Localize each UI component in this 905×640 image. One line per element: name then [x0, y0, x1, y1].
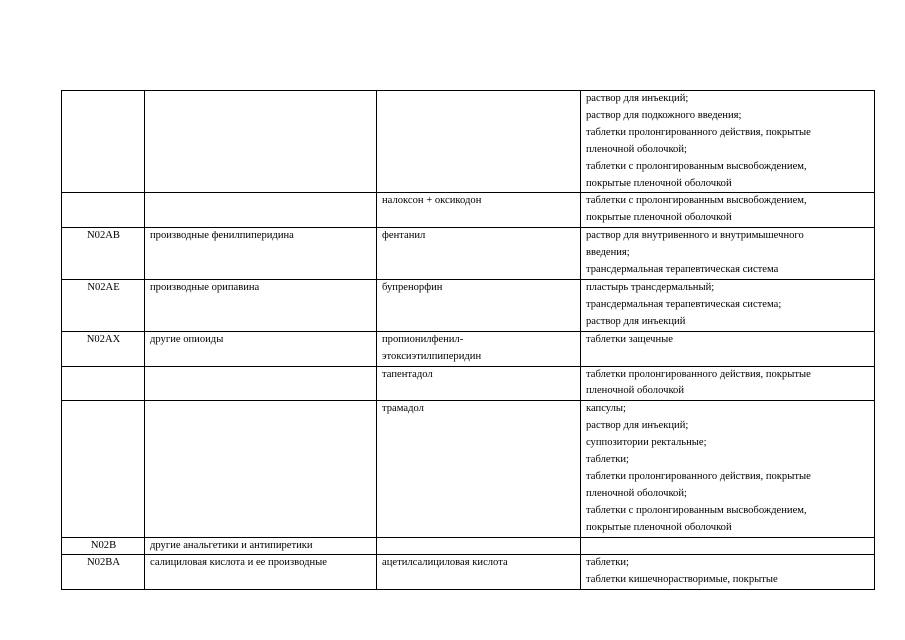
atc-code-cell: N02AE: [62, 279, 145, 331]
drug-name-cell: [377, 401, 581, 537]
drug-name-cell: [377, 331, 581, 366]
dosage-form-line: введения;: [586, 247, 630, 259]
table-row: [62, 228, 875, 280]
dosage-form-line: трансдермальная терапевтическая система;: [586, 298, 782, 310]
drug-name-cell: [377, 193, 581, 228]
atc-code-cell: N02BA: [62, 555, 145, 590]
drug-name-line: фентанил: [382, 230, 426, 242]
dosage-form-cell: [581, 555, 875, 590]
dosage-form-line: таблетки;: [586, 557, 629, 569]
dosage-form-line: таблетки защечные: [586, 333, 673, 345]
drug-name-cell: [377, 279, 581, 331]
pharmacological-group-cell: другие опиоиды: [145, 331, 377, 366]
dosage-form-line: пластырь трансдермальный;: [586, 281, 715, 293]
dosage-form-line: раствор для подкожного введения;: [586, 109, 742, 121]
drug-name-line: ацетилсалициловая кислота: [382, 557, 508, 569]
pharmacological-group-cell: салициловая кислота и ее производные: [145, 555, 377, 590]
table-row: [62, 366, 875, 401]
dosage-form-cell: [581, 228, 875, 280]
dosage-form-line: покрытые пленочной оболочкой: [586, 212, 732, 224]
dosage-form-line: пленочной оболочкой;: [586, 143, 687, 155]
dosage-form-cell: [581, 331, 875, 366]
drug-classification-table: [61, 90, 875, 590]
dosage-form-line: таблетки с пролонгированным высвобождением,: [586, 504, 807, 516]
drug-name-cell: [377, 91, 581, 193]
pharmacological-group-cell: [145, 91, 377, 193]
dosage-form-line: пленочной оболочкой;: [586, 487, 687, 499]
drug-name-cell: [377, 555, 581, 590]
dosage-form-cell: [581, 91, 875, 193]
dosage-form-line: таблетки пролонгированного действия, покрытые: [586, 368, 811, 380]
drug-name-line: этоксиэтилпиперидин: [382, 350, 482, 362]
dosage-form-cell: [581, 537, 875, 555]
dosage-form-line: пленочной оболочкой: [586, 385, 685, 397]
drug-name-line: пропионилфенил-: [382, 333, 464, 345]
atc-code-cell: N02B: [62, 537, 145, 555]
dosage-form-line: трансдермальная терапевтическая система: [586, 264, 779, 276]
pharmacological-group-cell: [145, 193, 377, 228]
dosage-form-cell: [581, 401, 875, 537]
atc-code-cell: [62, 401, 145, 537]
pharmacological-group-cell: [145, 401, 377, 537]
dosage-form-line: капсулы;: [586, 403, 626, 415]
atc-code-cell: N02AB: [62, 228, 145, 280]
dosage-form-line: таблетки пролонгированного действия, покрытые: [586, 470, 811, 482]
table-row: [62, 91, 875, 193]
pharmacological-group-cell: [145, 366, 377, 401]
table-row: [62, 331, 875, 366]
table-row: [62, 555, 875, 590]
dosage-form-line: покрытые пленочной оболочкой: [586, 521, 732, 533]
dosage-form-line: покрытые пленочной оболочкой: [586, 177, 732, 189]
table-body: [62, 91, 875, 590]
drug-name-line: трамадол: [382, 403, 424, 415]
drug-name-cell: [377, 228, 581, 280]
drug-name-line: тапентадол: [382, 368, 433, 380]
pharmacological-group-cell: производные орипавина: [145, 279, 377, 331]
dosage-form-line: таблетки пролонгированного действия, покрытые: [586, 126, 811, 138]
pharmacological-group-cell: производные фенилпиперидина: [145, 228, 377, 280]
dosage-form-cell: [581, 193, 875, 228]
dosage-form-line: раствор для инъекций;: [586, 420, 689, 432]
drug-name-line: бупренорфин: [382, 281, 443, 293]
dosage-form-cell: [581, 279, 875, 331]
dosage-form-line: раствор для внутривенного и внутримышечного: [586, 230, 804, 242]
dosage-form-cell: [581, 366, 875, 401]
atc-code-cell: N02AX: [62, 331, 145, 366]
dosage-form-line: таблетки кишечнорастворимые, покрытые: [586, 574, 778, 586]
dosage-form-line: суппозитории ректальные;: [586, 437, 707, 449]
dosage-form-line: раствор для инъекций: [586, 315, 686, 327]
atc-code-cell: [62, 366, 145, 401]
table-row: [62, 537, 875, 555]
table-row: [62, 279, 875, 331]
dosage-form-line: таблетки с пролонгированным высвобождением,: [586, 195, 807, 207]
drug-name-line: налоксон + оксикодон: [382, 195, 482, 207]
dosage-form-line: таблетки с пролонгированным высвобождением,: [586, 160, 807, 172]
atc-code-cell: [62, 193, 145, 228]
dosage-form-line: раствор для инъекций;: [586, 93, 689, 104]
table-row: [62, 193, 875, 228]
drug-name-cell: [377, 537, 581, 555]
atc-code-cell: [62, 91, 145, 193]
table-row: [62, 401, 875, 537]
dosage-form-line: таблетки;: [586, 454, 629, 466]
pharmacological-group-cell: другие анальгетики и антипиретики: [145, 537, 377, 555]
drug-name-cell: [377, 366, 581, 401]
